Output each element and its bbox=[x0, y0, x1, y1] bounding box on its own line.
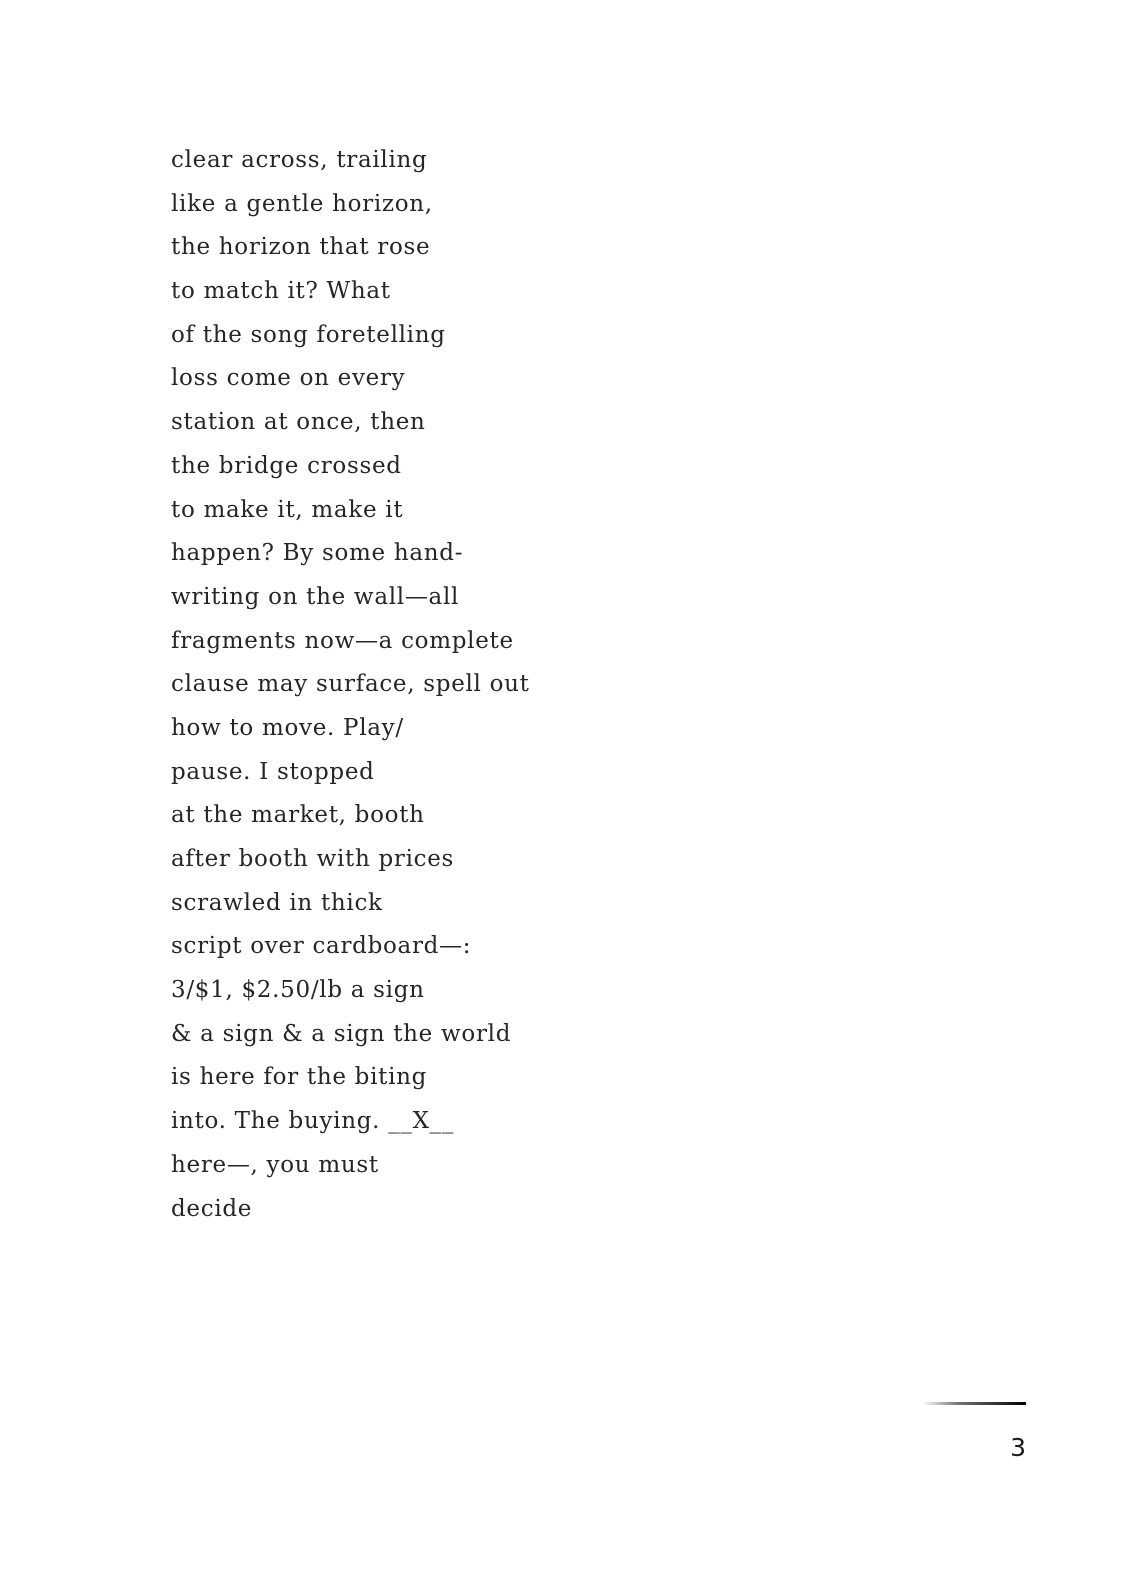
poem-line: pause. I stopped bbox=[171, 758, 375, 785]
poem-line: to make it, make it bbox=[171, 496, 404, 523]
poem-line: into. The buying. __X__ bbox=[171, 1108, 455, 1135]
poem-line: like a gentle horizon, bbox=[171, 190, 433, 217]
poem-line: scrawled in thick bbox=[171, 889, 383, 916]
poem-line: to match it? What bbox=[171, 278, 391, 305]
poem-line: the horizon that rose bbox=[171, 234, 431, 261]
poem-line: clear across, trailing bbox=[171, 147, 428, 173]
poem-line: writing on the wall—all bbox=[171, 583, 460, 610]
footer-rule bbox=[922, 1402, 1026, 1405]
poem-line: loss come on every bbox=[171, 365, 406, 392]
poem-text bbox=[171, 139, 530, 1231]
poem-line: happen? By some hand- bbox=[171, 540, 464, 567]
poem-line: is here for the biting bbox=[171, 1064, 428, 1091]
poem-line: after booth with prices bbox=[171, 846, 455, 872]
poem-line: decide bbox=[171, 1195, 253, 1222]
poem-line: here—, you must bbox=[171, 1151, 379, 1178]
poem-line: how to move. Play/ bbox=[171, 714, 404, 741]
poem-line: station at once, then bbox=[171, 409, 426, 436]
poem-line: script over cardboard—: bbox=[171, 933, 472, 960]
poem-line: 3/$1, $2.50/lb a sign bbox=[171, 977, 425, 1004]
poem-line: at the market, booth bbox=[171, 802, 425, 829]
page-number: 3 bbox=[1010, 1433, 1026, 1462]
poem-line: the bridge crossed bbox=[171, 452, 402, 479]
poem-line: fragments now—a complete bbox=[171, 627, 514, 654]
poem-line: of the song foretelling bbox=[171, 321, 446, 348]
poem-line: clause may surface, spell out bbox=[171, 671, 530, 698]
poem-line: & a sign & a sign the world bbox=[171, 1020, 512, 1047]
